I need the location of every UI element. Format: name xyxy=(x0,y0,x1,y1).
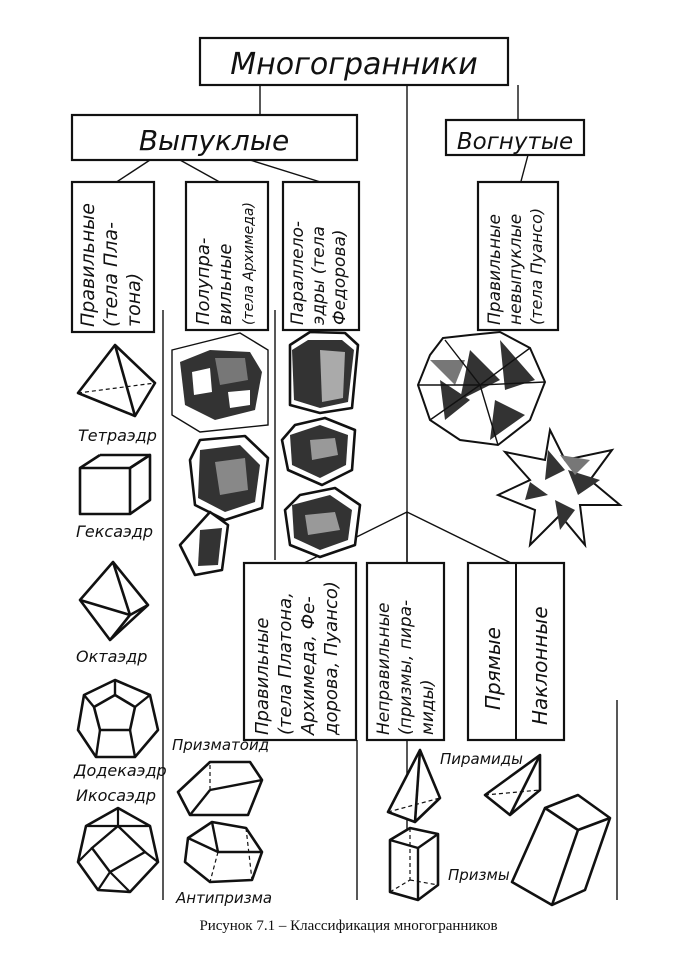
tetrahedron-label: Тетраэдр xyxy=(78,426,157,445)
regular-all-line-4: дорова, Пуансо) xyxy=(321,581,342,735)
pyramids-label: Пирамиды xyxy=(440,750,524,768)
regular-nonconvex-line-1: Правильные xyxy=(485,214,505,325)
regular-nonconvex-line-2: невыпуклые xyxy=(506,213,526,325)
small-stellated-dodecahedron-figure xyxy=(498,430,620,545)
antiprism-figure xyxy=(185,822,262,882)
octahedron-figure xyxy=(80,562,148,640)
semi-regular-line-3: (тела Архимеда) xyxy=(241,202,257,325)
irregular-node xyxy=(367,563,444,740)
regular-all-line-1: Правильные xyxy=(252,617,273,735)
concave-label: Вогнутые xyxy=(456,129,574,155)
antiprism-label: Антипризма xyxy=(176,889,273,907)
regular-all-line-2: (тела Платона, xyxy=(275,592,296,735)
regular-nonconvex-node xyxy=(478,182,558,330)
rhombic-dodecahedron-figure xyxy=(282,418,355,485)
semi-regular-node xyxy=(186,182,268,330)
prisms-label: Призмы xyxy=(448,866,510,884)
tetrahedron-figure xyxy=(78,345,155,416)
regular-platonic-line-1: Правильные xyxy=(77,203,99,327)
root-label: Многогранники xyxy=(230,47,478,82)
regular-platonic-line-2: (тела Пла- xyxy=(100,222,122,327)
truncated-octahedron-figure xyxy=(190,436,268,520)
parallelohedra-node xyxy=(283,182,359,330)
hexahedron-label: Гексаэдр xyxy=(76,522,154,541)
parallelohedra-line-3: Федорова) xyxy=(330,229,350,325)
octahedron-label: Октаэдр xyxy=(76,647,148,666)
hexahedron-figure xyxy=(80,455,150,514)
straight-label: Прямые xyxy=(481,627,505,710)
concave-node xyxy=(446,120,584,155)
inclined-label: Наклонные xyxy=(528,606,552,725)
dodecahedron-figure xyxy=(78,680,158,757)
convex-node xyxy=(72,115,357,160)
parallelohedra-line-2: эдры (тела xyxy=(309,226,329,325)
regular-all-node xyxy=(244,563,356,740)
cuboctahedron-figure xyxy=(172,333,268,432)
prismatoid-label: Призматоид xyxy=(172,736,270,754)
irregular-line-3: миды) xyxy=(418,679,438,735)
figure-caption: Рисунок 7.1 – Классификация многогранников xyxy=(199,918,498,934)
regular-all-line-3: Архимеда, Фе- xyxy=(298,596,319,735)
small-archimedean-figure xyxy=(180,512,228,575)
elongated-dodecahedron-figure xyxy=(285,488,360,557)
parallelohedra-line-1: Параллело- xyxy=(288,220,308,325)
semi-regular-line-2: вильные xyxy=(215,243,236,325)
semi-regular-line-1: Полупра- xyxy=(193,237,214,325)
great-dodecahedron-figure xyxy=(418,332,545,445)
oblique-prism-figure xyxy=(512,795,610,905)
icosahedron-label: Икосаэдр xyxy=(76,786,157,805)
regular-platonic-node xyxy=(72,182,154,332)
root-node xyxy=(200,38,508,85)
dodecahedron-label: Додекаэдр xyxy=(74,761,167,780)
hexagonal-prism-figure xyxy=(290,332,358,413)
right-prism-figure xyxy=(390,828,438,900)
prismatoid-figure xyxy=(178,762,262,815)
right-pyramid-figure xyxy=(388,750,440,822)
irregular-line-2: (призмы, пира- xyxy=(396,599,416,735)
regular-nonconvex-line-3: (тела Пуансо) xyxy=(527,207,546,325)
straight-inclined-node xyxy=(468,563,564,740)
regular-platonic-line-3: тона) xyxy=(123,272,145,327)
icosahedron-figure xyxy=(78,808,158,892)
convex-label: Выпуклые xyxy=(138,124,290,157)
irregular-line-1: Неправильные xyxy=(374,602,394,735)
